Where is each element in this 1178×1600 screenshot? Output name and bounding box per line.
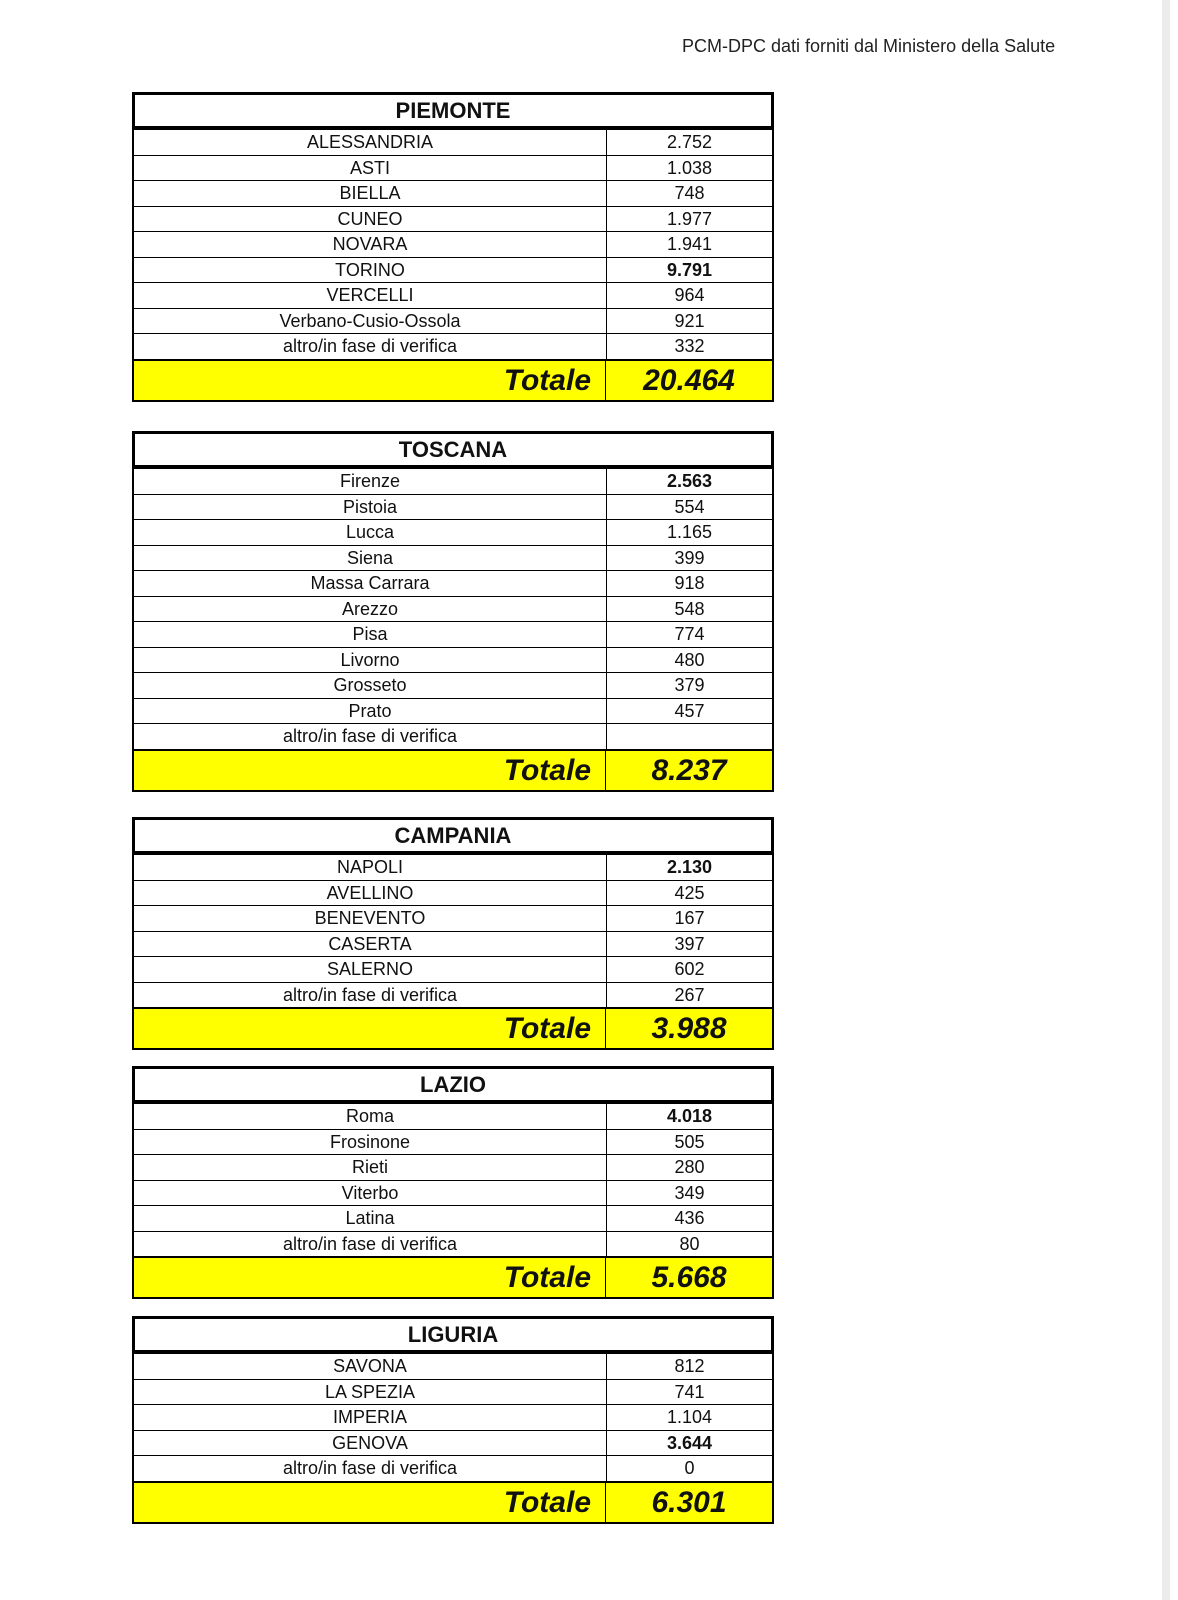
table-row bbox=[133, 545, 773, 571]
province-name: Arezzo bbox=[133, 596, 607, 622]
table-row bbox=[133, 181, 773, 207]
province-value: 399 bbox=[607, 545, 774, 571]
province-table bbox=[132, 854, 774, 1008]
province-value: 167 bbox=[607, 906, 774, 932]
province-name: altro/in fase di verifica bbox=[133, 1231, 607, 1257]
table-row bbox=[133, 155, 773, 181]
province-name: TORINO bbox=[133, 257, 607, 283]
province-value: 397 bbox=[607, 931, 774, 957]
total-label: Totale bbox=[134, 751, 606, 790]
total-label: Totale bbox=[134, 1009, 606, 1048]
province-table bbox=[132, 468, 774, 750]
province-name: altro/in fase di verifica bbox=[133, 334, 607, 360]
province-name: Siena bbox=[133, 545, 607, 571]
province-name: Livorno bbox=[133, 647, 607, 673]
province-value: 602 bbox=[607, 957, 774, 983]
region-title: TOSCANA bbox=[132, 431, 774, 468]
table-row bbox=[133, 673, 773, 699]
province-value: 2.752 bbox=[607, 130, 774, 156]
province-value: 80 bbox=[607, 1231, 774, 1257]
table-row bbox=[133, 622, 773, 648]
table-row bbox=[133, 1155, 773, 1181]
province-name: IMPERIA bbox=[133, 1405, 607, 1431]
province-name: NOVARA bbox=[133, 232, 607, 258]
province-name: ASTI bbox=[133, 155, 607, 181]
province-value: 425 bbox=[607, 880, 774, 906]
province-value: 505 bbox=[607, 1129, 774, 1155]
province-name: altro/in fase di verifica bbox=[133, 982, 607, 1008]
province-name: GENOVA bbox=[133, 1430, 607, 1456]
table-row bbox=[133, 1405, 773, 1431]
province-value: 748 bbox=[607, 181, 774, 207]
province-value: 332 bbox=[607, 334, 774, 360]
province-value: 812 bbox=[607, 1354, 774, 1380]
province-table bbox=[132, 1353, 774, 1482]
province-value: 1.165 bbox=[607, 520, 774, 546]
province-value: 774 bbox=[607, 622, 774, 648]
table-row bbox=[133, 698, 773, 724]
table-row bbox=[133, 724, 773, 750]
province-value: 1.104 bbox=[607, 1405, 774, 1431]
province-value: 267 bbox=[607, 982, 774, 1008]
province-value: 2.130 bbox=[607, 855, 774, 881]
table-row bbox=[133, 596, 773, 622]
province-value: 349 bbox=[607, 1180, 774, 1206]
table-row bbox=[133, 1354, 773, 1380]
province-value: 1.038 bbox=[607, 155, 774, 181]
province-name: ALESSANDRIA bbox=[133, 130, 607, 156]
province-name: Firenze bbox=[133, 469, 607, 495]
table-row bbox=[133, 1180, 773, 1206]
province-value: 1.941 bbox=[607, 232, 774, 258]
region-title: PIEMONTE bbox=[132, 92, 774, 129]
table-row bbox=[133, 1206, 773, 1232]
province-name: Lucca bbox=[133, 520, 607, 546]
total-value: 20.464 bbox=[643, 363, 735, 397]
table-row bbox=[133, 206, 773, 232]
table-row bbox=[133, 855, 773, 881]
province-name: Latina bbox=[133, 1206, 607, 1232]
province-name: Pisa bbox=[133, 622, 607, 648]
province-name: BENEVENTO bbox=[133, 906, 607, 932]
table-row bbox=[133, 982, 773, 1008]
province-name: Grosseto bbox=[133, 673, 607, 699]
province-value: 457 bbox=[607, 698, 774, 724]
province-name: Rieti bbox=[133, 1155, 607, 1181]
province-name: Viterbo bbox=[133, 1180, 607, 1206]
table-row bbox=[133, 880, 773, 906]
table-row bbox=[133, 334, 773, 360]
table-row bbox=[133, 1231, 773, 1257]
province-name: Massa Carrara bbox=[133, 571, 607, 597]
province-value: 918 bbox=[607, 571, 774, 597]
province-value: 921 bbox=[607, 308, 774, 334]
table-row bbox=[133, 571, 773, 597]
province-name: LA SPEZIA bbox=[133, 1379, 607, 1405]
region-table-liguria bbox=[132, 1316, 774, 1524]
province-value: 436 bbox=[607, 1206, 774, 1232]
province-name: Verbano-Cusio-Ossola bbox=[133, 308, 607, 334]
table-row bbox=[133, 494, 773, 520]
table-row bbox=[133, 906, 773, 932]
province-value: 2.563 bbox=[607, 469, 774, 495]
province-name: AVELLINO bbox=[133, 880, 607, 906]
province-name: CUNEO bbox=[133, 206, 607, 232]
total-row bbox=[132, 1482, 774, 1524]
table-row bbox=[133, 931, 773, 957]
table-row bbox=[133, 1379, 773, 1405]
table-row bbox=[133, 957, 773, 983]
province-value: 480 bbox=[607, 647, 774, 673]
province-name: SALERNO bbox=[133, 957, 607, 983]
province-value: 741 bbox=[607, 1379, 774, 1405]
total-row bbox=[132, 360, 774, 402]
province-name: VERCELLI bbox=[133, 283, 607, 309]
province-name: SAVONA bbox=[133, 1354, 607, 1380]
province-table bbox=[132, 129, 774, 360]
table-row bbox=[133, 308, 773, 334]
province-value: 548 bbox=[607, 596, 774, 622]
province-value bbox=[607, 724, 774, 750]
province-name: altro/in fase di verifica bbox=[133, 1456, 607, 1482]
province-name: Frosinone bbox=[133, 1129, 607, 1155]
total-label: Totale bbox=[134, 361, 606, 400]
region-title: LIGURIA bbox=[132, 1316, 774, 1353]
table-row bbox=[133, 1129, 773, 1155]
province-table bbox=[132, 1103, 774, 1257]
source-note: PCM-DPC dati forniti dal Ministero della Salute bbox=[682, 36, 1056, 56]
province-name: Roma bbox=[133, 1104, 607, 1130]
province-value: 379 bbox=[607, 673, 774, 699]
total-value: 6.301 bbox=[651, 1485, 727, 1519]
region-title: LAZIO bbox=[132, 1066, 774, 1103]
province-name: NAPOLI bbox=[133, 855, 607, 881]
total-row bbox=[132, 1257, 774, 1299]
province-value: 4.018 bbox=[607, 1104, 774, 1130]
region-table-piemonte bbox=[132, 92, 774, 402]
total-value: 8.237 bbox=[651, 753, 727, 787]
province-name: CASERTA bbox=[133, 931, 607, 957]
table-row bbox=[133, 130, 773, 156]
total-value: 3.988 bbox=[651, 1012, 727, 1045]
table-row bbox=[133, 232, 773, 258]
region-title: CAMPANIA bbox=[132, 817, 774, 854]
table-row bbox=[133, 257, 773, 283]
province-value: 3.644 bbox=[607, 1430, 774, 1456]
table-row bbox=[133, 520, 773, 546]
region-table-campania bbox=[132, 817, 774, 1050]
table-row bbox=[133, 647, 773, 673]
table-row bbox=[133, 1430, 773, 1456]
total-row bbox=[132, 1008, 774, 1050]
province-value: 9.791 bbox=[607, 257, 774, 283]
region-table-toscana bbox=[132, 431, 774, 792]
province-value: 1.977 bbox=[607, 206, 774, 232]
table-row bbox=[133, 283, 773, 309]
province-name: BIELLA bbox=[133, 181, 607, 207]
total-label: Totale bbox=[134, 1483, 606, 1522]
province-value: 964 bbox=[607, 283, 774, 309]
table-row bbox=[133, 1456, 773, 1482]
province-value: 280 bbox=[607, 1155, 774, 1181]
total-row bbox=[132, 750, 774, 792]
province-value: 554 bbox=[607, 494, 774, 520]
region-table-lazio bbox=[132, 1066, 774, 1299]
province-name: altro/in fase di verifica bbox=[133, 724, 607, 750]
province-name: Pistoia bbox=[133, 494, 607, 520]
province-value: 0 bbox=[607, 1456, 774, 1482]
province-name: Prato bbox=[133, 698, 607, 724]
table-row bbox=[133, 1104, 773, 1130]
table-row bbox=[133, 469, 773, 495]
total-label: Totale bbox=[134, 1258, 606, 1297]
total-value: 5.668 bbox=[651, 1261, 727, 1294]
